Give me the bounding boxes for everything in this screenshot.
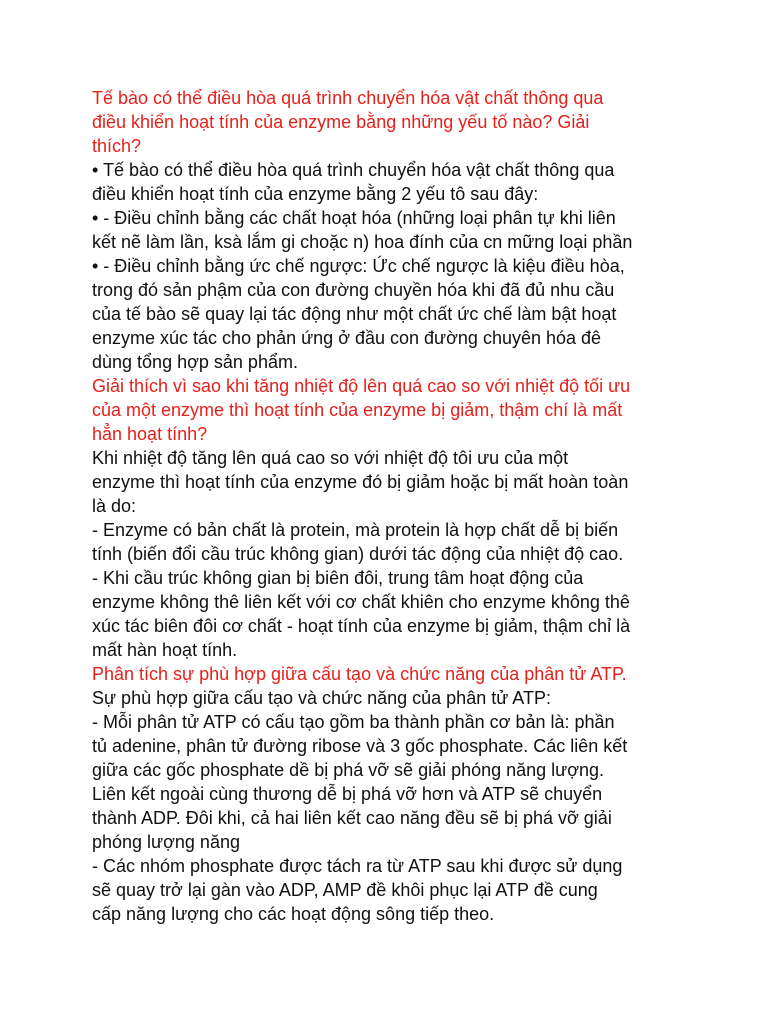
question-heading [92, 662, 682, 686]
answer-line: trong đó sản phậm của con đường chuyền hóa khi đã đủ nhu cầu [92, 280, 615, 300]
answer-body [92, 158, 682, 374]
answer-line: - Enzyme có bản chất là protein, mà protein là hợp chất dễ bị biến [92, 520, 619, 540]
question-line: thích? [92, 136, 142, 156]
document-page [92, 86, 682, 926]
question-heading [92, 374, 682, 446]
section-enzyme-regulation [92, 86, 682, 374]
answer-line: Liên kết ngoài cùng thương dễ bị phá vỡ hơn và ATP sẽ chuyển [92, 784, 603, 804]
answer-body [92, 446, 682, 662]
answer-line: - Mỗi phân tử ATP có cấu tạo gồm ba thành phần cơ bản là: phần [92, 712, 615, 732]
answer-line: cấp năng lượng cho các hoạt động sông tiếp theo. [92, 904, 495, 924]
question-heading [92, 86, 682, 158]
answer-line: giữa các gốc phosphate dề bị phá vỡ sẽ giải phóng năng lượng. [92, 760, 605, 780]
answer-line: xúc tác biên đôi cơ chất - hoạt tính của enzyme bị giảm, thậm chỉ là [92, 616, 631, 636]
answer-line: enzyme thì hoạt tính của enzyme đó bị giảm hoặc bị mất hoàn toàn [92, 472, 629, 492]
answer-line: - Khi cầu trúc không gian bị biên đôi, trung tâm hoạt động của [92, 568, 584, 588]
question-line: của một enzyme thì hoạt tính của enzyme bị giảm, thậm chí là mất [92, 400, 623, 420]
question-line: Giải thích vì sao khi tăng nhiệt độ lên quá cao so với nhiệt độ tối ưu [92, 376, 631, 396]
question-line: Phân tích sự phù hợp giữa cấu tạo và chức năng của phân tử ATP. [92, 664, 627, 684]
answer-line: phóng lượng năng [92, 832, 240, 852]
answer-line: • - Điều chỉnh bằng các chất hoạt hóa (những loại phân tự khi liên [92, 208, 616, 228]
answer-line: enzyme xúc tác cho phản ứng ở đầu con đường chuyên hóa đê [92, 328, 602, 348]
answer-line: tủ adenine, phân tử đường ribose và 3 gốc phosphate. Các liên kết [92, 736, 628, 756]
answer-line: • - Điều chỉnh bằng ức chế ngược: Ức chế ngược là kiệu điều hòa, [92, 256, 625, 276]
answer-line: - Các nhóm phosphate được tách ra từ ATP sau khi được sử dụng [92, 856, 623, 876]
answer-line: enzyme không thê liên kết với cơ chất khiên cho enzyme không thê [92, 592, 630, 612]
answer-line: là do: [92, 496, 137, 516]
answer-body [92, 686, 682, 926]
answer-line: Sự phù hợp giữa cấu tạo và chức năng của phân tử ATP: [92, 688, 551, 708]
answer-line: Khi nhiệt độ tăng lên quá cao so với nhiệt độ tôi ưu của một [92, 448, 569, 468]
answer-line: thành ADP. Đôi khi, cả hai liên kết cao năng đều sẽ bị phá vỡ giải [92, 808, 612, 828]
answer-line: dùng tổng hợp sản phẩm. [92, 352, 298, 372]
answer-line: tính (biến đổi cầu trúc không gian) dưới tác động của nhiệt độ cao. [92, 544, 624, 564]
question-line: Tế bào có thể điều hòa quá trình chuyển hóa vật chất thông qua [92, 88, 604, 108]
section-atp-structure [92, 662, 682, 926]
answer-line: kết nẽ làm lần, ksà lắm gi choặc n) hoa đính của cn mững loại phần [92, 232, 633, 252]
answer-line: mất hàn hoạt tính. [92, 640, 238, 660]
section-temperature-effect [92, 374, 682, 662]
answer-line: • Tế bào có thể điều hòa quá trình chuyển hóa vật chất thông qua [92, 160, 615, 180]
answer-line: của tế bào sẽ quay lại tác động như một chất ức chế làm bật hoạt [92, 304, 617, 324]
answer-line: điều khiển hoạt tính của enzyme bằng 2 yếu tô sau đây: [92, 184, 539, 204]
question-line: điều khiển hoạt tính của enzyme bằng những yếu tố nào? Giải [92, 112, 590, 132]
answer-line: sẽ quay trở lại gàn vào ADP, AMP đề khôi phục lại ATP đề cung [92, 880, 598, 900]
question-line: hẳn hoạt tính? [92, 424, 208, 444]
